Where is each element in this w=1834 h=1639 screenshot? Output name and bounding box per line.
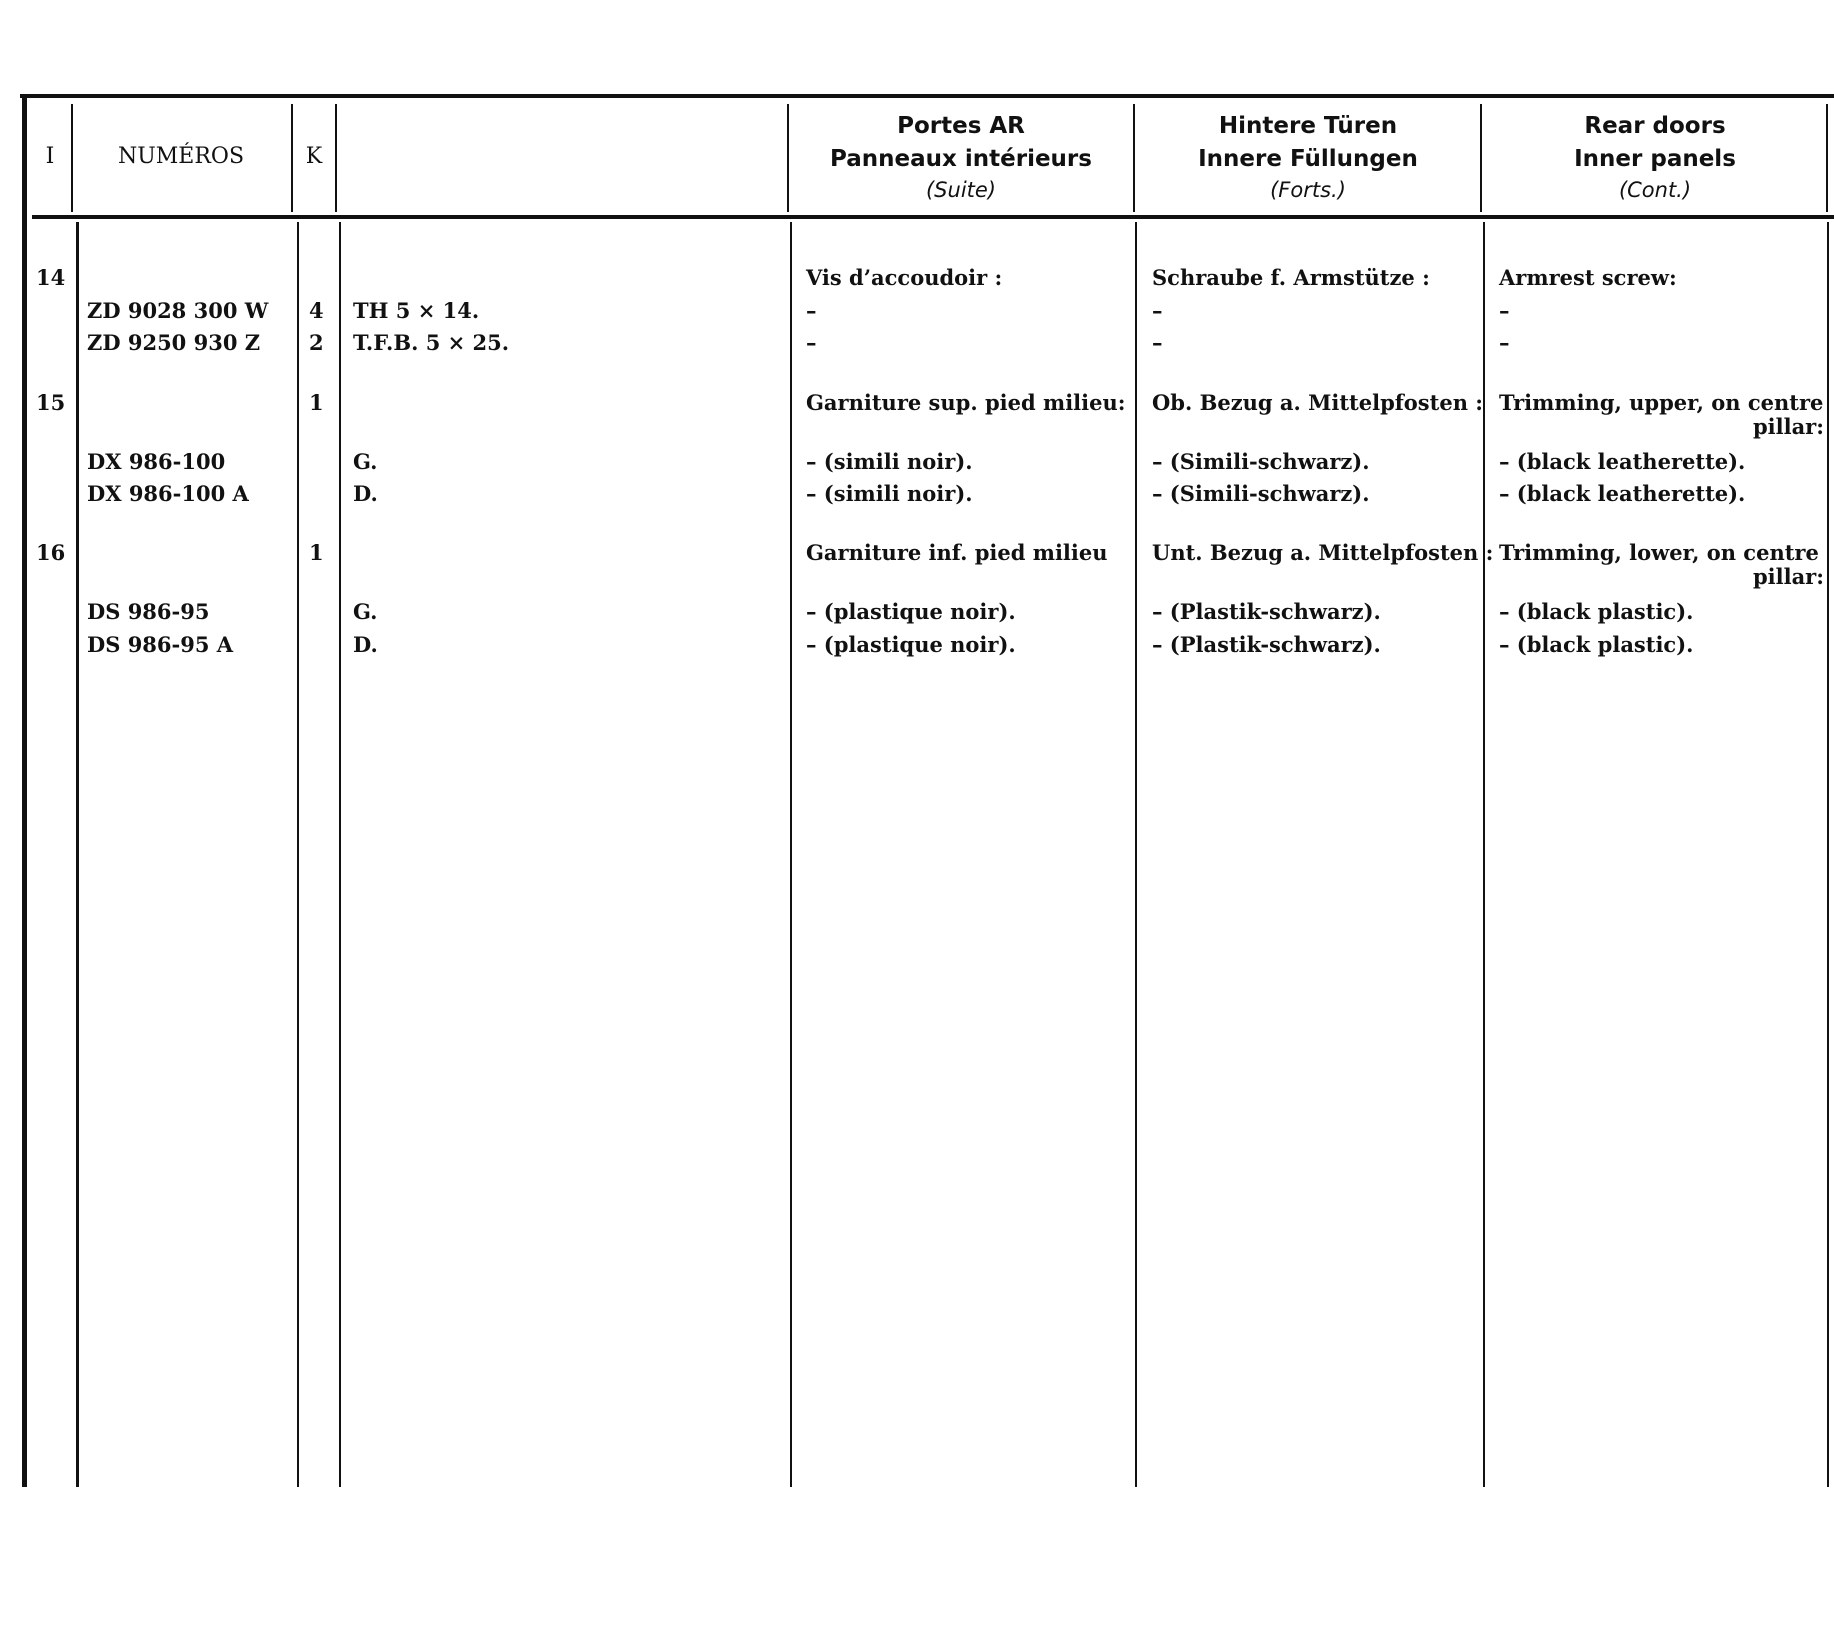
row-english: – (black leatherette). xyxy=(1499,481,1746,506)
header-col-k: K xyxy=(305,144,323,169)
row-14-index: 14 xyxy=(36,265,66,290)
row-15-index: 15 xyxy=(36,390,66,415)
row-english: – (black plastic). xyxy=(1499,599,1694,624)
row-french: – (simili noir). xyxy=(806,449,973,474)
column-divider-fr xyxy=(1133,104,1135,212)
row-english: – xyxy=(1499,330,1510,355)
row-german: – xyxy=(1152,330,1163,355)
header-french-subtitle: Panneaux intérieurs xyxy=(830,146,1092,172)
column-divider-k xyxy=(339,222,341,1487)
row-french: – (simili noir). xyxy=(806,481,973,506)
row-16-quantity: 1 xyxy=(309,540,324,565)
row-description: TH 5 × 14. xyxy=(353,298,480,323)
header-german-title: Hintere Türen xyxy=(1218,113,1398,139)
header-english-note: (Cont.) xyxy=(1618,178,1692,202)
row-part-number: ZD 9250 930 Z xyxy=(87,330,261,355)
row-english: – xyxy=(1499,298,1510,323)
row-16-german: Unt. Bezug a. Mittelpfosten : xyxy=(1152,540,1494,565)
row-16-english-continued: pillar: xyxy=(1752,564,1824,589)
column-divider-fr xyxy=(1135,222,1137,1487)
row-french: – xyxy=(806,298,817,323)
row-french: – (plastique noir). xyxy=(806,632,1016,657)
column-divider-en xyxy=(1827,222,1829,1487)
column-divider-numeros xyxy=(291,104,293,212)
table-left-border xyxy=(22,96,27,1487)
row-15-french: Garniture sup. pied milieu: xyxy=(806,390,1126,415)
header-col-numeros: NUMÉROS xyxy=(117,144,245,169)
row-quantity: 2 xyxy=(309,330,324,355)
row-description: D. xyxy=(353,481,378,506)
row-description: D. xyxy=(353,632,378,657)
row-part-number: DX 986-100 A xyxy=(87,481,249,506)
column-divider-desc xyxy=(787,104,789,212)
header-english-subtitle: Inner panels xyxy=(1574,146,1736,172)
row-16-french: Garniture inf. pied milieu xyxy=(806,540,1108,565)
column-divider-k xyxy=(335,104,337,212)
header-english-title: Rear doors xyxy=(1584,113,1726,139)
header-german-subtitle: Innere Füllungen xyxy=(1198,146,1418,172)
column-divider-numeros xyxy=(297,222,299,1487)
row-15-quantity: 1 xyxy=(309,390,324,415)
row-french: – (plastique noir). xyxy=(806,599,1016,624)
row-part-number: ZD 9028 300 W xyxy=(87,298,269,323)
row-quantity: 4 xyxy=(309,298,324,323)
header-col-german xyxy=(1136,110,1480,204)
row-14-english: Armrest screw: xyxy=(1499,265,1677,290)
column-divider-i xyxy=(71,104,73,212)
header-french-title: Portes AR xyxy=(897,113,1025,139)
column-divider-en xyxy=(1826,104,1828,212)
row-german: – (Plastik-schwarz). xyxy=(1152,632,1381,657)
top-rule xyxy=(20,94,1834,98)
row-part-number: DS 986-95 A xyxy=(87,632,234,657)
row-french: – xyxy=(806,330,817,355)
header-french-note: (Suite) xyxy=(925,178,996,202)
header-german-note: (Forts.) xyxy=(1270,178,1346,202)
column-divider-de xyxy=(1480,104,1482,212)
row-part-number: DX 986-100 xyxy=(87,449,226,474)
row-15-english: Trimming, upper, on centre xyxy=(1499,390,1824,415)
row-german: – (Simili-schwarz). xyxy=(1152,449,1370,474)
row-14-german: Schraube f. Armstütze : xyxy=(1152,265,1430,290)
row-description: G. xyxy=(353,599,378,624)
row-part-number: DS 986-95 xyxy=(87,599,210,624)
row-description: G. xyxy=(353,449,378,474)
row-14-french: Vis d’accoudoir : xyxy=(806,265,1003,290)
header-bottom-rule xyxy=(32,215,1834,219)
row-16-english: Trimming, lower, on centre xyxy=(1499,540,1819,565)
row-german: – (Plastik-schwarz). xyxy=(1152,599,1381,624)
column-divider-i xyxy=(76,222,79,1487)
header-col-english xyxy=(1484,110,1826,204)
row-english: – (black leatherette). xyxy=(1499,449,1746,474)
row-16-index: 16 xyxy=(36,540,66,565)
row-15-german: Ob. Bezug a. Mittelpfosten : xyxy=(1152,390,1484,415)
column-divider-desc xyxy=(790,222,792,1487)
row-15-english-continued: pillar: xyxy=(1752,414,1824,439)
row-german: – (Simili-schwarz). xyxy=(1152,481,1370,506)
header-col-french xyxy=(790,110,1132,204)
header-col-i: I xyxy=(45,144,55,169)
row-german: – xyxy=(1152,298,1163,323)
column-divider-de xyxy=(1483,222,1485,1487)
row-english: – (black plastic). xyxy=(1499,632,1694,657)
row-description: T.F.B. 5 × 25. xyxy=(353,330,510,355)
